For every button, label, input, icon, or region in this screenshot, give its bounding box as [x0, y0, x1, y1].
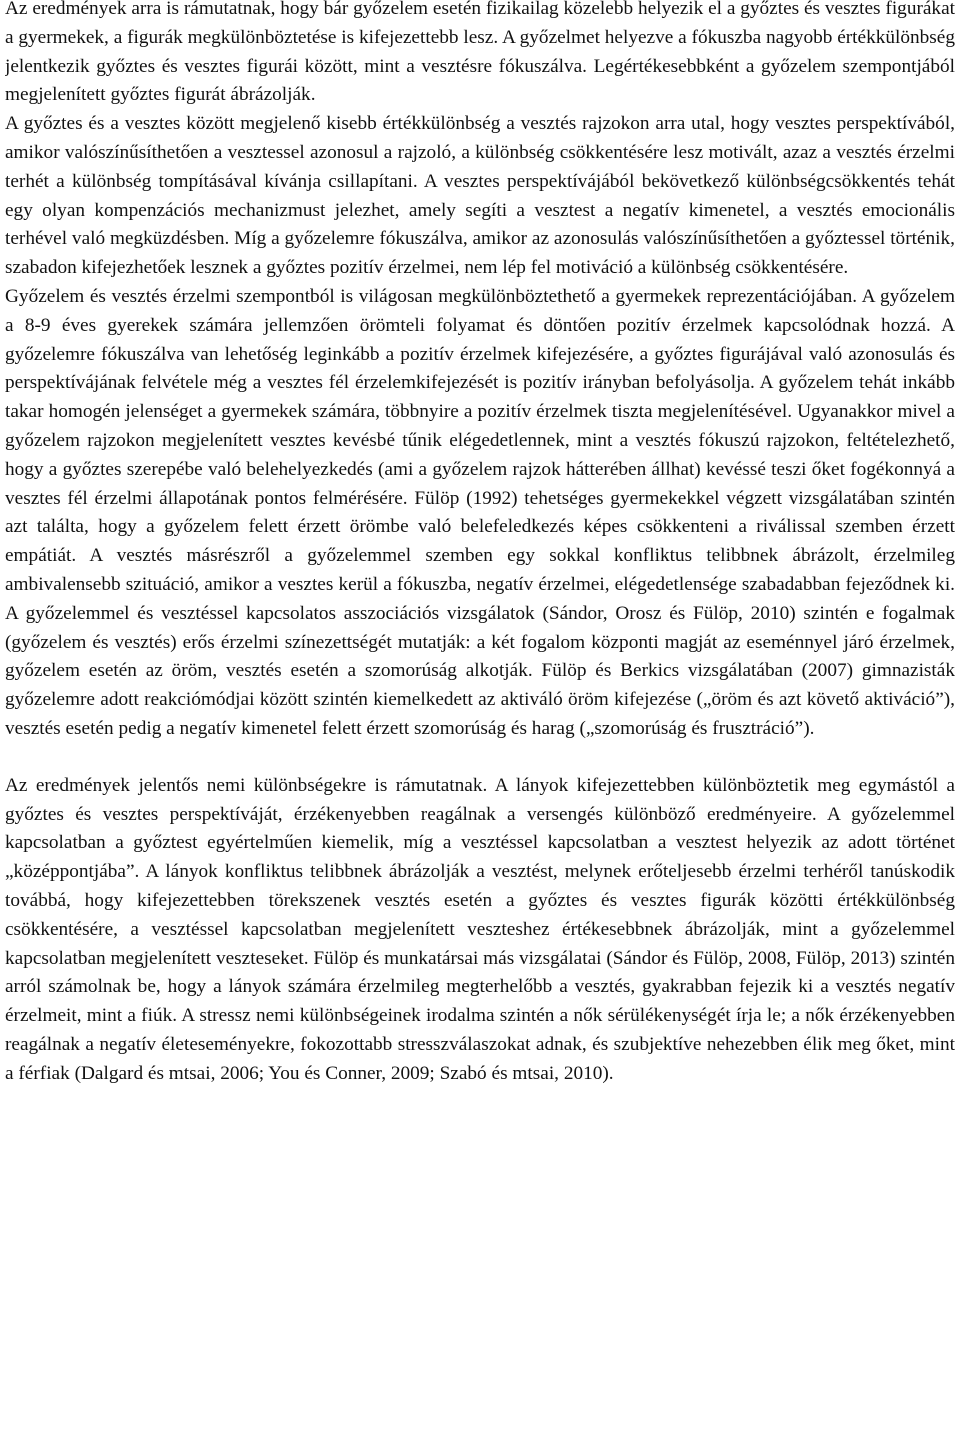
paragraph-4: Az eredmények jelentős nemi különbségekre is rámutatnak. A lányok kifejezettebben különböztetik meg egymástól a győztes és vesztes perspektíváját, érzékenyebben reagálnak a versengés különböző eredményeire. A győzelemmel kapcsolatban a győztest egyértelműen kiemelik, míg a vesztéssel kapcsolatban a vesztest helyezik az adott történet „középpontjába”. A lányok konfliktus telibbnek ábrázolják a vesztést, melynek erőteljesebb érzelmi terhéről tanúskodik továbbá, hogy kifejezettebben törekszenek vesztés esetén a győztes és vesztes figurák közötti értékkülönbség csökkentésére, a vesztéssel kapcsolatban megjelenített veszteshez értékesebbnek ábrázolják, mint a győzelemmel kapcsolatban megjelenített veszteseket. Fülöp és munkatársai más vizsgálatai (Sándor és Fülöp, 2008, Fülöp, 2013) szintén arról számolnak be, hogy a lányok számára érzelmileg megterhelőbb a vesztés, gyakrabban fejezik ki a vesztés negatív érzelmeit, mint a fiúk. A stressz nemi különbségeinek irodalma szintén a nők sérülékenységét írja le; a nők érzékenyebben reagálnak a negatív életeseményekre, fokozottabb stresszválaszokat adnak, és szubjektíve nehezebben élik meg őket, mint a férfiak (Dalgard és mtsai, 2006; You és Conner, 2009; Szabó és mtsai, 2010). [5, 774, 955, 1084]
paragraph-2: A győztes és a vesztes között megjelenő kisebb értékkülönbség a vesztés rajzokon arra utal, hogy vesztes perspektívából, amikor valószínűsíthetően a vesztessel azonosul a rajzoló, a különbség csökkentésére lesz motivált, azaz a vesztés érzelmi terhét a különbség tompításával kívánja csillapítani. A vesztes perspektívájából bekövetkező különbségcsökkentés tehát egy olyan kompenzációs mechanizmust jelezhet, amely segíti a vesztest a negatív kimenetel, a vesztés emocionális terhével való megküzdésben. Míg a győzelemre fókuszálva, amikor az azonosulás valószínűsíthetően a győztessel történik, szabadon kifejezhetőek lesznek a győztes pozitív érzelmei, nem lép fel motiváció a különbség csökkentésére. [5, 113, 955, 279]
paragraph-3: Győzelem és vesztés érzelmi szempontból is világosan megkülönböztethető a gyermekek reprezentációjában. A győzelem a 8-9 éves gyerekek számára jellemzően örömteli folyamat és döntően pozitív érzelmek kapcsolódnak hozzá. A győzelemre fókuszálva van lehetőség leginkább a pozitív érzelmek kifejezésére, a győztes figurájával való azonosulás és perspektívájának felvétele még a vesztes fél érzelemkifejezését is pozitív irányban befolyásolja. A győzelem tehát inkább takar homogén jelenséget a gyermekek számára, többnyire a pozitív érzelmek tiszta megjelenítésével. Ugyanakkor mivel a győzelem rajzokon megjelenített vesztes kevésbé tűnik elégedetlennek, mint a vesztés fókuszú rajzokon, feltételezhető, hogy a győztes szerepébe való belehelyezkedés (ami a győzelem rajzok hátterében állhat) kevéssé teszi őket fogékonnyá a vesztes fél érzelmi állapotának pontos felmérésére. Fülöp (1992) tehetséges gyermekekkel végzett vizsgálatában szintén azt találta, hogy a győzelem felett érzett örömbe való belefeledkezés képes csökkenteni a riválissal szemben érzett empátiát. A vesztés másrészről a győzelemmel szemben egy sokkal konfliktus telibbnek ábrázolt, érzelmileg ambivalensebb szituáció, amikor a vesztes kerül a fókuszba, negatív érzelmei, elégedetlensége szabadabban fejeződnek ki. A győzelemmel és vesztéssel kapcsolatos asszociációs vizsgálatok (Sándor, Orosz és Fülöp, 2010) szintén e fogalmak (győzelem és vesztés) erős érzelmi színezettségét mutatják: a két fogalom központi magját az eseménnyel járó érzelmek, győzelem esetén az öröm, vesztés esetén a szomorúság alkotják. Fülöp és Berkics vizsgálatában (2007) gimnazisták győzelemre adott reakciómódjai között szintén kiemelkedett az aktiváló öröm kifejezése („öröm és azt követő aktiváció”), vesztés esetén pedig a negatív kimenetel felett érzett szomorúság és harag („szomorúság és frusztráció”). [5, 285, 955, 739]
document-page [5, 0, 955, 1448]
paragraph-1: Az eredmények arra is rámutatnak, hogy bár győzelem esetén fizikailag közelebb helyezik el a győztes és vesztes figurákat a gyermekek, a figurák megkülönböztetése is kifejezettebb lesz. A győzelmet helyezve a fókuszba nagyobb értékkülönbség jelentkezik győztes és vesztes figurái között, mint a vesztésre fókuszálva. Legértékesebbként a győzelem szempontjából megjelenített győztes figurát ábrázolják. [5, 0, 955, 106]
